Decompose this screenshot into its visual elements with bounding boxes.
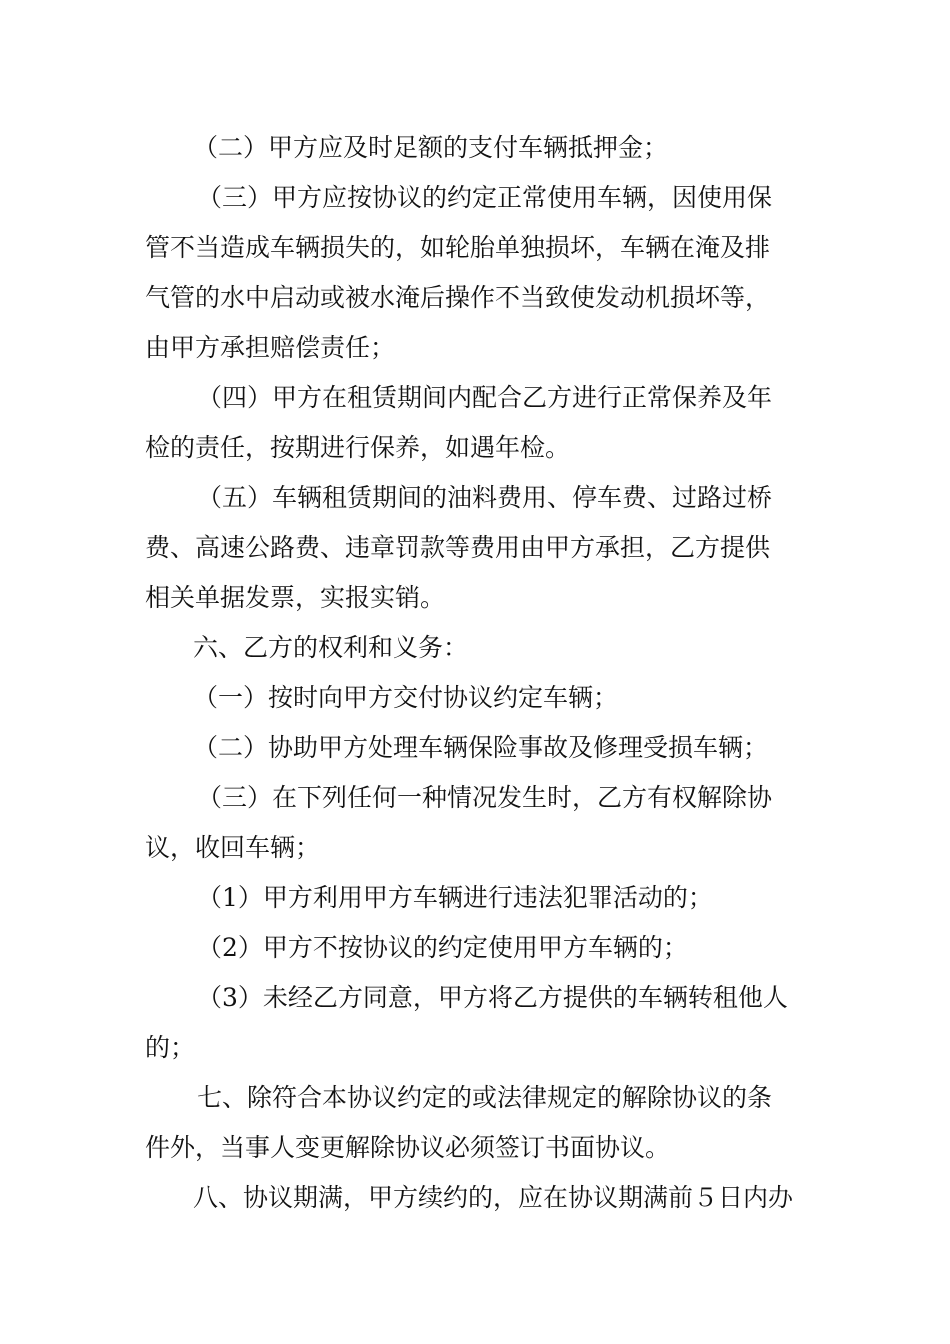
- text-line: 检的责任，按期进行保养，如遇年检。: [145, 433, 571, 462]
- text-line: 的；: [145, 1033, 196, 1062]
- text-line: 相关单据发票，实报实销。: [145, 583, 446, 612]
- text-line: 由甲方承担赔偿责任；: [145, 333, 396, 362]
- text-line: 费、高速公路费、违章罚款等费用由甲方承担，乙方提供: [145, 533, 771, 562]
- text-line: （二）甲方应及时足额的支付车辆抵押金；: [193, 133, 669, 162]
- text-line: （四）甲方在租赁期间内配合乙方进行正常保养及年: [197, 383, 773, 412]
- section-heading: 六、乙方的权利和义务：: [193, 633, 469, 662]
- text-line: （一）按时向甲方交付协议约定车辆；: [193, 683, 619, 712]
- text-line: 管不当造成车辆损失的，如轮胎单独损坏，车辆在淹及排: [145, 233, 771, 262]
- text-line: 气管的水中启动或被水淹后操作不当致使发动机损坏等，: [145, 283, 771, 312]
- text-line: （2）甲方不按协议的约定使用甲方车辆的；: [197, 933, 688, 962]
- text-line: 议，收回车辆；: [145, 833, 321, 862]
- section-heading: 七、除符合本协议约定的或法律规定的解除协议的条: [197, 1083, 773, 1112]
- text-line: （三）在下列任何一种情况发生时，乙方有权解除协: [197, 783, 773, 812]
- text-line: （五）车辆租赁期间的油料费用、停车费、过路过桥: [197, 483, 773, 512]
- text-line: （1）甲方利用甲方车辆进行违法犯罪活动的；: [197, 883, 713, 912]
- text-line: （二）协助甲方处理车辆保险事故及修理受损车辆；: [193, 733, 769, 762]
- section-heading: 八、协议期满，甲方续约的，应在协议期满前５日内办: [193, 1183, 794, 1212]
- text-line: 件外，当事人变更解除协议必须签订书面协议。: [145, 1133, 671, 1162]
- text-line: （3）未经乙方同意，甲方将乙方提供的车辆转租他人: [197, 983, 788, 1012]
- text-line: （三）甲方应按协议的约定正常使用车辆，因使用保: [197, 183, 773, 212]
